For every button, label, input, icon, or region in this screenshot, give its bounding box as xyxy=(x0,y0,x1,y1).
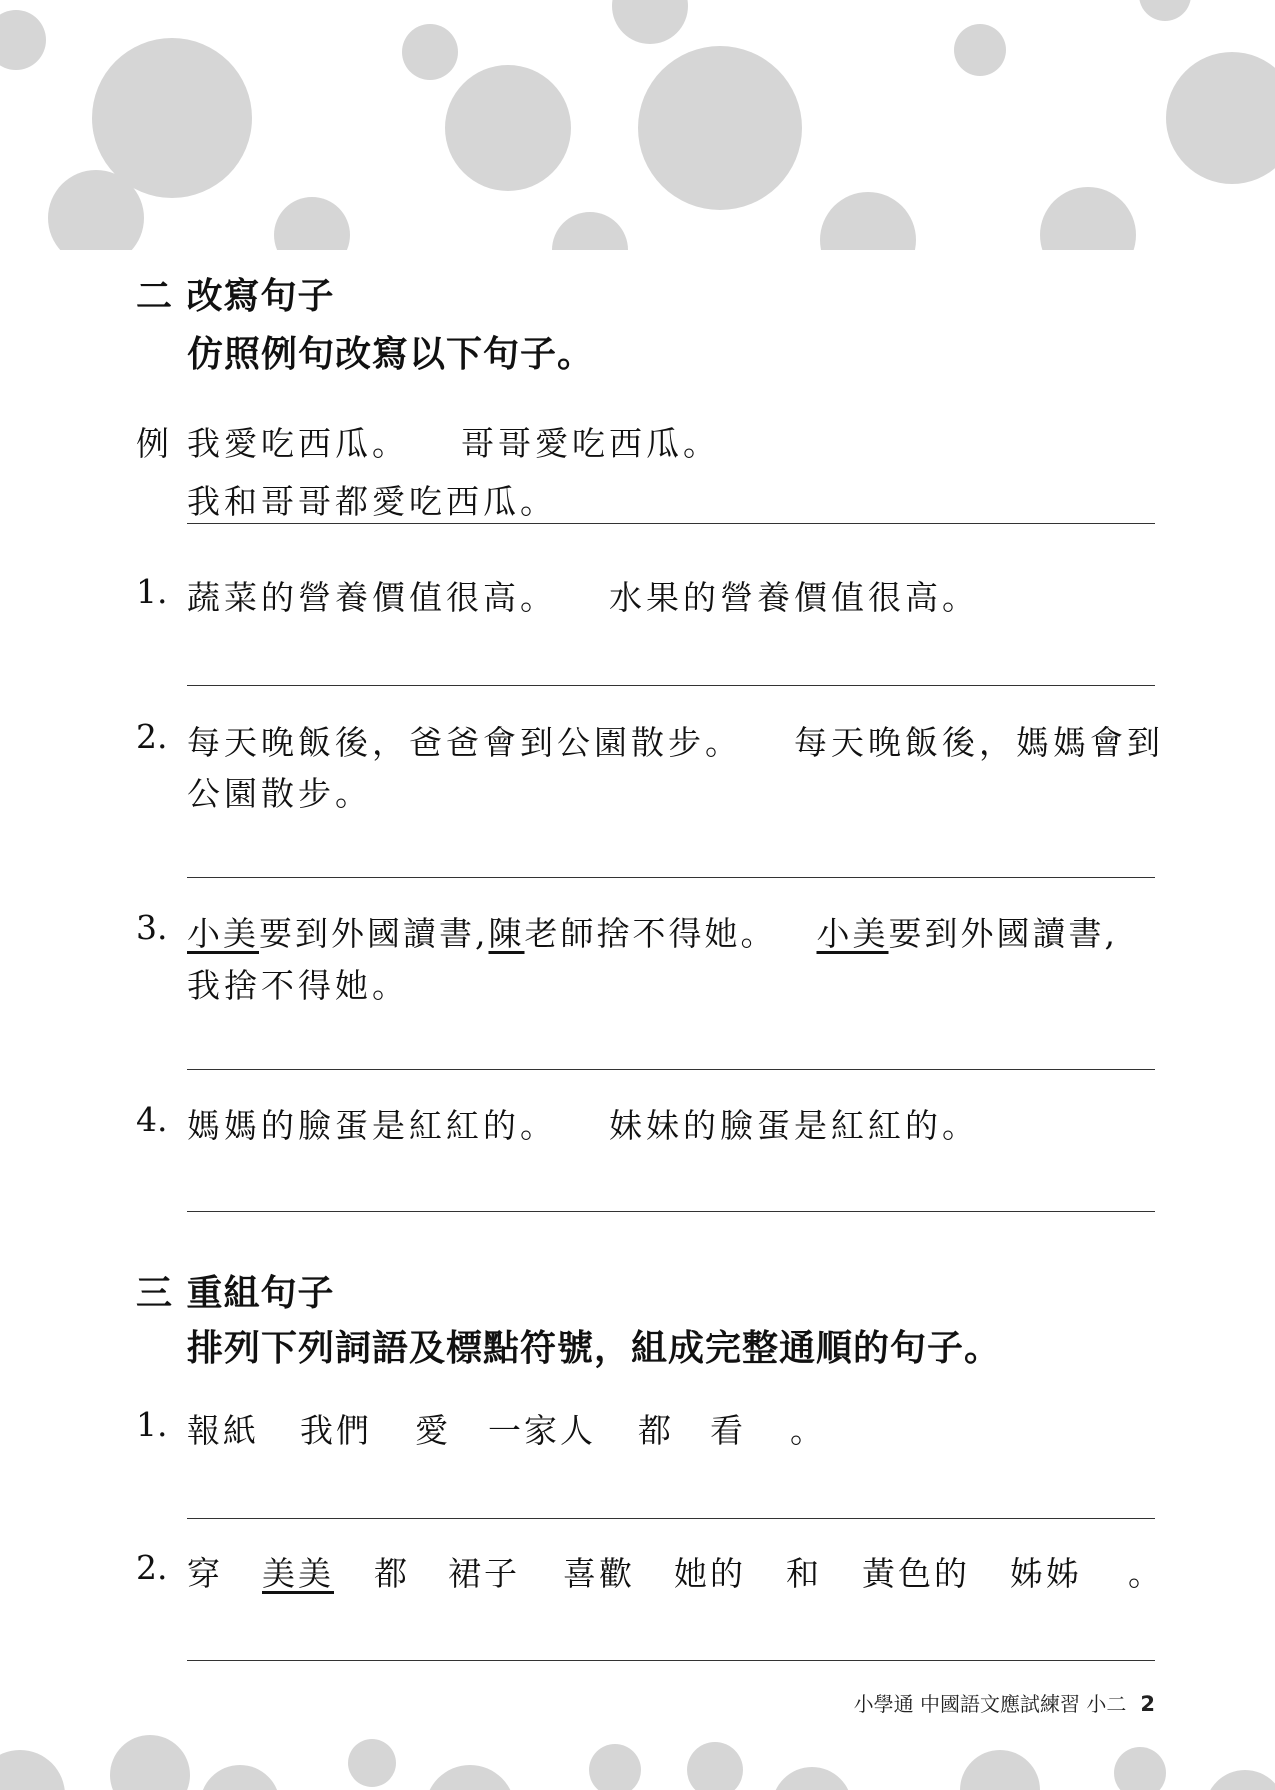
page-number: 2 xyxy=(1140,1692,1155,1716)
footer-title: 小學通 中國語文應試練習 小二 xyxy=(853,1692,1127,1716)
s2-q3-part2: 老師捨不得她。 xyxy=(524,914,777,953)
s2-q3-part1: 要到外國讀書, xyxy=(259,914,489,953)
dot-pattern-bottom xyxy=(0,1735,1275,1790)
example-sentences xyxy=(187,418,720,465)
s3-q2-number: 2. xyxy=(136,1548,168,1587)
s3-q2-word-6: 她的 xyxy=(674,1554,746,1593)
s3-q1-word-1: 報紙 xyxy=(187,1411,259,1450)
s2-q1-sentence-b: 水果的營養價值很高。 xyxy=(609,578,979,617)
s2-q1-sentence-a: 蔬菜的營養價值很高。 xyxy=(187,578,557,617)
s2-q2-line1 xyxy=(187,717,1164,764)
section-2-heading: 二 改寫句子 xyxy=(136,276,335,317)
example-answer: 我和哥哥都愛吃西瓜。 xyxy=(187,482,557,521)
s2-q4-answer-line[interactable] xyxy=(187,1211,1155,1212)
s2-q2-answer-line[interactable] xyxy=(187,877,1155,878)
s3-q1-answer-line[interactable] xyxy=(187,1518,1155,1519)
s2-q3-line2: 我捨不得她。 xyxy=(187,966,409,1005)
s2-q1-number: 1. xyxy=(136,572,168,611)
s2-q2-sentence-b: 每天晚飯後，媽媽會到 xyxy=(794,723,1164,762)
s2-q3-number: 3. xyxy=(136,908,168,947)
s2-q4-sentence-a: 媽媽的臉蛋是紅紅的。 xyxy=(187,1106,557,1145)
s2-q3-part3: 要到外國讀書, xyxy=(888,914,1118,953)
s3-q1-word-7: 。 xyxy=(790,1411,826,1450)
dot-pattern-top xyxy=(0,0,1275,250)
s3-q2-word-5: 喜歡 xyxy=(563,1554,635,1593)
s2-q3-line1 xyxy=(187,908,1118,955)
s2-q3-name-xiaomei-2: 小美 xyxy=(816,914,889,953)
s2-q3-answer-line[interactable] xyxy=(187,1069,1155,1070)
s3-q2-word-4: 裙子 xyxy=(448,1554,520,1593)
s3-q2-word-7: 和 xyxy=(786,1554,822,1593)
s3-q1-word-2: 我們 xyxy=(300,1411,372,1450)
top-dot-decoration xyxy=(0,0,1275,250)
s2-q4-number: 4. xyxy=(136,1100,168,1139)
s3-q1-number: 1. xyxy=(136,1405,168,1444)
s2-q3-name-xiaomei-1: 小美 xyxy=(187,914,259,953)
example-sentence-b: 哥哥愛吃西瓜。 xyxy=(461,424,720,463)
s3-q1-word-6: 看 xyxy=(710,1411,746,1450)
bottom-dot-decoration xyxy=(0,1735,1275,1790)
s3-q1-word-5: 都 xyxy=(638,1411,674,1450)
example-sentence-a: 我愛吃西瓜。 xyxy=(187,424,409,463)
s3-q1-word-3: 愛 xyxy=(415,1411,451,1450)
s3-q2-answer-line[interactable] xyxy=(187,1660,1155,1661)
s3-q2-word-3: 都 xyxy=(374,1554,410,1593)
s3-q1-word-4: 一家人 xyxy=(488,1411,596,1450)
s3-q2-word-1: 穿 xyxy=(187,1554,223,1593)
s3-q2-word-9: 姊姊 xyxy=(1010,1554,1082,1593)
example-marker: 例 xyxy=(136,424,169,463)
s3-q2-word-8: 黃色的 xyxy=(862,1554,970,1593)
section-3-instruction: 排列下列詞語及標點符號，組成完整通順的句子。 xyxy=(187,1328,1002,1369)
s2-q4-sentences xyxy=(187,1100,979,1147)
s2-q2-number: 2. xyxy=(136,717,168,756)
s2-q1-sentences xyxy=(187,572,979,619)
s2-q2-sentence-a: 每天晚飯後，爸爸會到公園散步。 xyxy=(187,723,742,762)
s3-q2-word-2: 美美 xyxy=(262,1554,334,1593)
s3-q2-word-10: 。 xyxy=(1128,1554,1164,1593)
example-answer-line xyxy=(187,523,1155,524)
s2-q1-answer-line[interactable] xyxy=(187,685,1155,686)
s2-q4-sentence-b: 妹妹的臉蛋是紅紅的。 xyxy=(609,1106,979,1145)
s2-q2-line2: 公園散步。 xyxy=(187,774,372,813)
s2-q3-name-chen: 陳 xyxy=(488,914,525,953)
page-footer xyxy=(854,1688,1155,1717)
section-3-heading: 三 重組句子 xyxy=(136,1273,335,1314)
section-2-instruction: 仿照例句改寫以下句子。 xyxy=(187,334,595,375)
